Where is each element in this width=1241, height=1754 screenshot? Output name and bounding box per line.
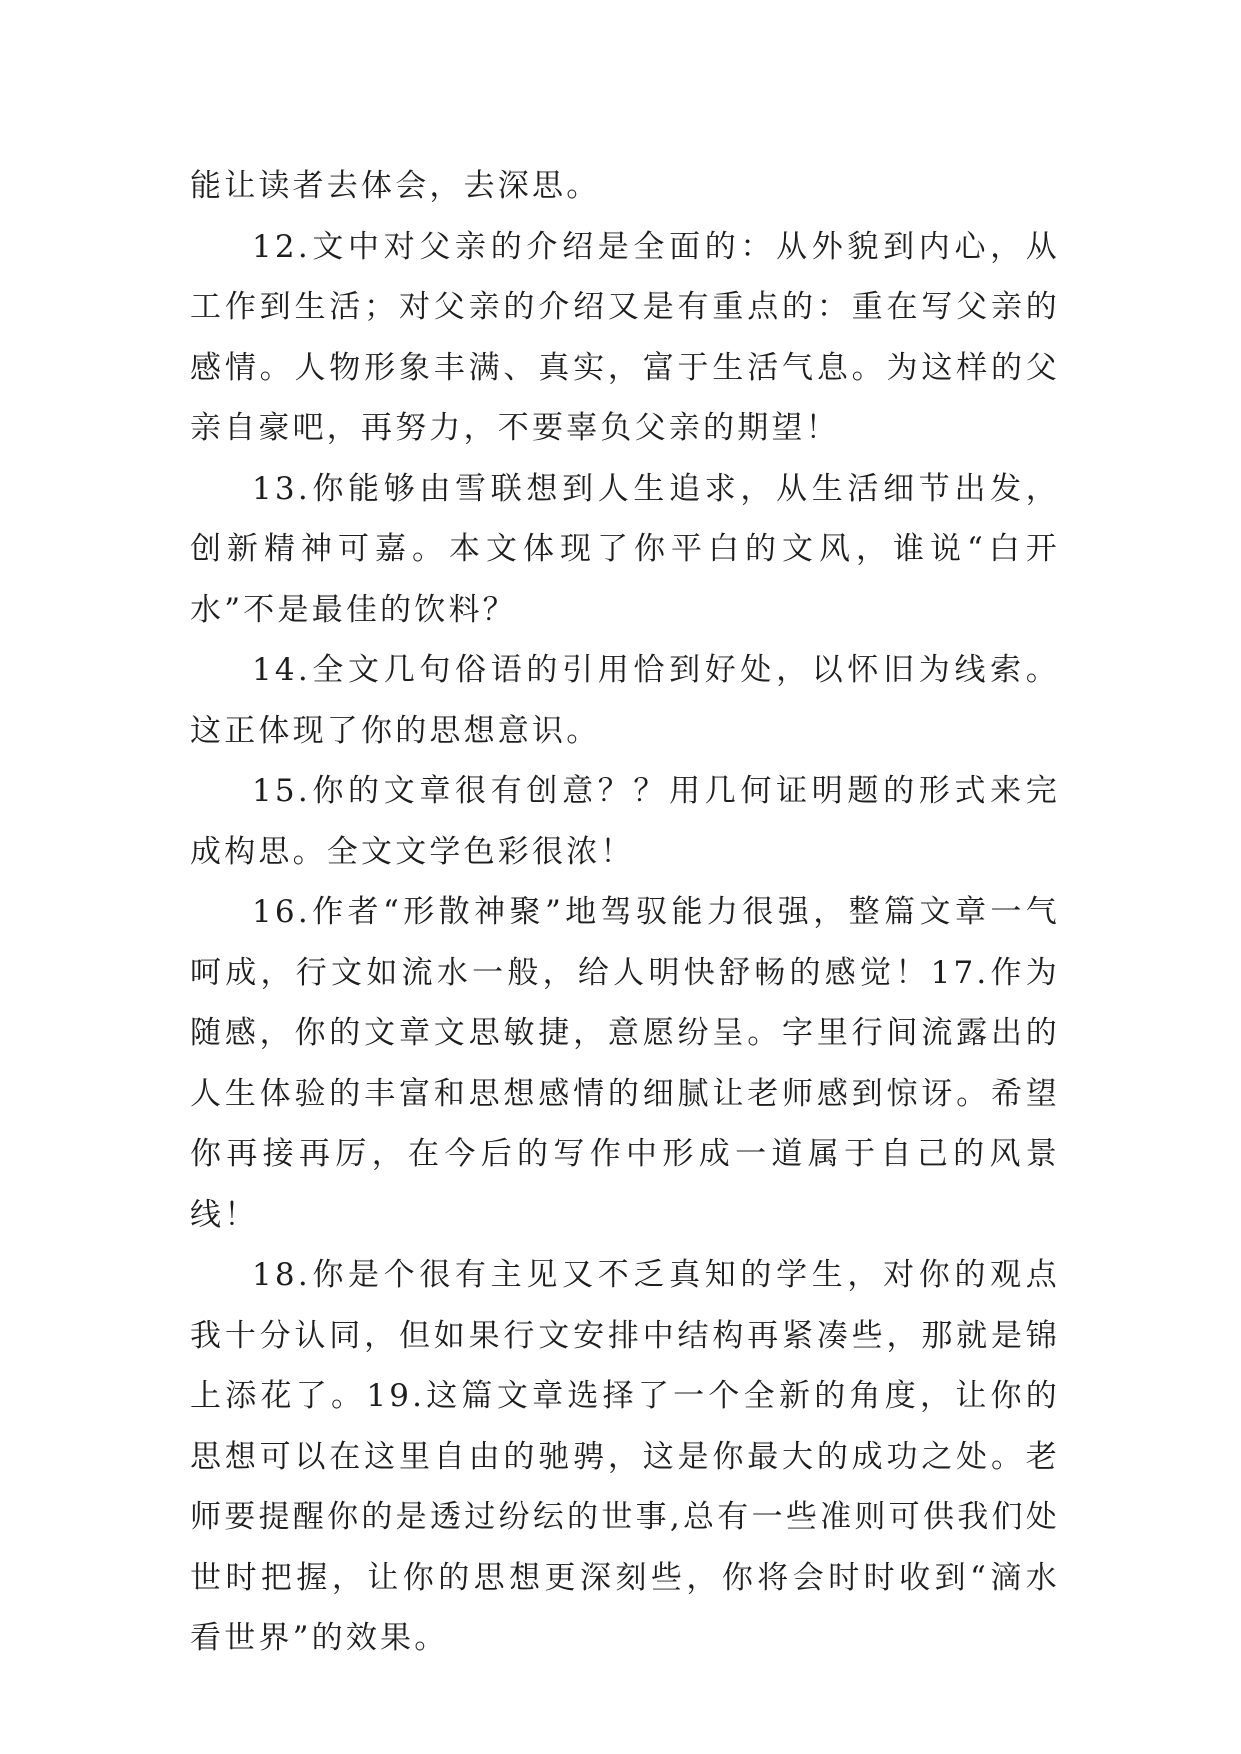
paragraph-comment-16-17: 16.作者“形散神聚”地驾驭能力很强，整篇文章一气呵成，行文如流水一般，给人明快舒畅的感觉！17.作为随感，你的文章文思敏捷，意愿纷呈。字里行间流露出的人生体验的丰富和思想感情的细腻让老师感到惊讶。希望你再接再厉，在今后的写作中形成一道属于自己的风景线！ — [190, 894, 1060, 1233]
document-page — [190, 156, 1060, 1669]
paragraph-comment-15: 15.你的文章很有创意？？用几何证明题的形式来完成构思。全文文学色彩很浓！ — [190, 773, 1060, 870]
paragraph-comment-13: 13.你能够由雪联想到人生追求，从生活细节出发，创新精神可嘉。本文体现了你平白的文风，谁说“白开水”不是最佳的饮料？ — [190, 470, 1060, 628]
paragraph-continuation: 能让读者去体会，去深思。 — [190, 168, 601, 204]
paragraph-comment-12: 12.文中对父亲的介绍是全面的：从外貌到内心，从工作到生活；对父亲的介绍又是有重点的：重在写父亲的感情。人物形象丰满、真实，富于生活气息。为这样的父亲自豪吧，再努力，不要辜负父亲的期望！ — [190, 228, 1060, 446]
paragraph-comment-18-19: 18.你是个很有主见又不乏真知的学生，对你的观点我十分认同，但如果行文安排中结构再紧凑些，那就是锦上添花了。19.这篇文章选择了一个全新的角度，让你的思想可以在这里自由的驰骋，这是你最大的成功之处。老师要提醒你的是透过纷纭的世事,总有一些准则可供我们处世时把握，让你的思想更深刻些，你将会时时收到“滴水看世界”的效果。 — [190, 1257, 1060, 1656]
paragraph-comment-14: 14.全文几句俗语的引用恰到好处，以怀旧为线索。这正体现了你的思想意识。 — [190, 652, 1060, 749]
